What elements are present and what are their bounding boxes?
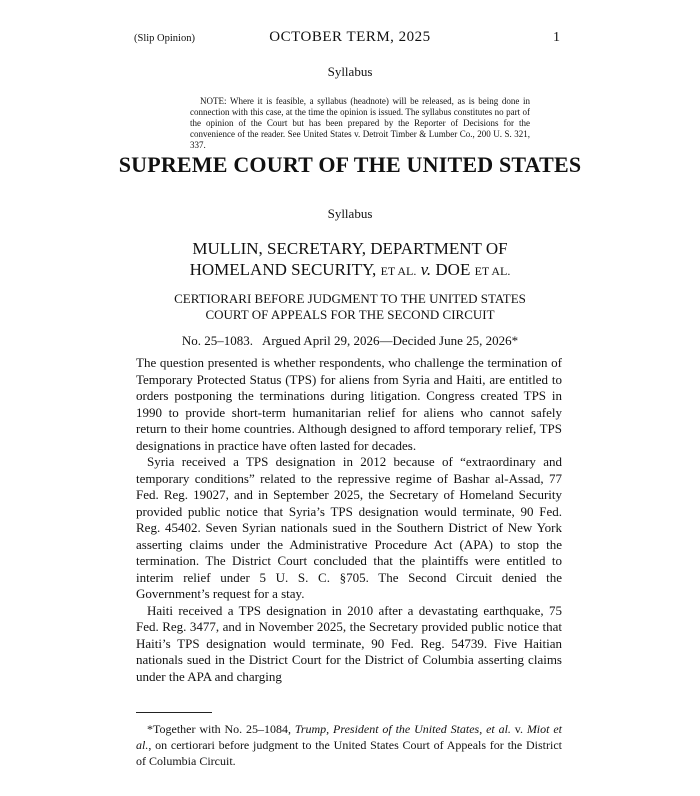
syllabus-body [136, 355, 562, 685]
footnote-versus: v. [510, 722, 527, 736]
page-number: 1 [553, 30, 560, 45]
caption-line-1: MULLIN, SECRETARY, DEPARTMENT OF [192, 239, 508, 258]
footnote [136, 721, 562, 769]
syllabus-note: NOTE: Where it is feasible, a syllabus (headnote) will be released, as is being done in connection with this case, at the time the opinion is issued. The syllabus constitutes no part of the opinion of the Court but has been prepared by the Reporter of Decisions for the convenience of the reader. See United States v. Detroit Timber & Lumber Co., 200 U. S. 321, 337. [190, 96, 530, 150]
case-caption [0, 238, 700, 282]
footnote-suffix: , on certiorari before judgment to the United States Court of Appeals for the District of Columbia Circuit. [136, 738, 562, 768]
docket-line: No. 25–1083. Argued April 29, 2026—Decided June 25, 2026* [181, 333, 519, 348]
footnote-case-name: Trump, President of the United States, et al. [294, 722, 511, 736]
caption-versus: v. [420, 260, 432, 279]
caption-et-al-2: ET AL. [474, 264, 511, 278]
caption-line-2 [0, 259, 700, 282]
footnote-prefix: *Together with No. 25–1084, [147, 722, 295, 736]
certiorari-line-1: CERTIORARI BEFORE JUDGMENT TO THE UNITED STATES [174, 291, 526, 306]
syllabus-label-2: Syllabus [327, 206, 373, 221]
footnote-party: Miot et al. [136, 722, 562, 752]
paragraph: The question presented is whether respondents, who challenge the termination of Temporary Protected Status (TPS) for aliens from Syria and Haiti, are entitled to orders postponing the terminations during litigation. Congress created TPS in 1990 to provide short-term humanitarian relief for aliens who cannot safely return to their home countries. Although designed to afford temporary relief, TPS designations in practice have often lasted for decades. [136, 355, 562, 453]
caption-respondent: DOE [435, 260, 471, 279]
caption-party: HOMELAND SECURITY, [189, 260, 377, 279]
header-term: OCTOBER TERM, 2025 [269, 29, 431, 45]
caption-et-al: ET AL. [380, 264, 417, 278]
syllabus-label: Syllabus [327, 64, 373, 79]
header-slip-opinion: (Slip Opinion) [134, 33, 195, 44]
certiorari-line-2: COURT OF APPEALS FOR THE SECOND CIRCUIT [205, 307, 495, 322]
court-name: SUPREME COURT OF THE UNITED STATES [118, 152, 582, 177]
footnote-divider [136, 712, 212, 713]
paragraph: Haiti received a TPS designation in 2010 after a devastating earthquake, 75 Fed. Reg. 3477, and in November 2025, the Secretary provided public notice that Haiti’s TPS designation would terminate, 90 Fed. Reg. 54739. Five Haitian nationals sued in the District Court for the District of Columbia asserting claims under the APA and charging [136, 602, 562, 684]
certiorari-heading [0, 291, 700, 323]
paragraph: Syria received a TPS designation in 2012 because of “extraordinary and temporary conditions” related to the repressive regime of Bashar al-Assad, 77 Fed. Reg. 19027, and in September 2025, the Secretary of Homeland Security provided public notice that Syria’s TPS designation would terminate, 90 Fed. Reg. 45402. Seven Syrian nationals sued in the Southern District of New York asserting claims under the Administrative Procedure Act (APA) to stop the termination. The District Court concluded that the plaintiffs were entitled to interim relief under 5 U. S. C. §705. The Second Circuit denied the Government’s request for a stay. [136, 454, 562, 601]
